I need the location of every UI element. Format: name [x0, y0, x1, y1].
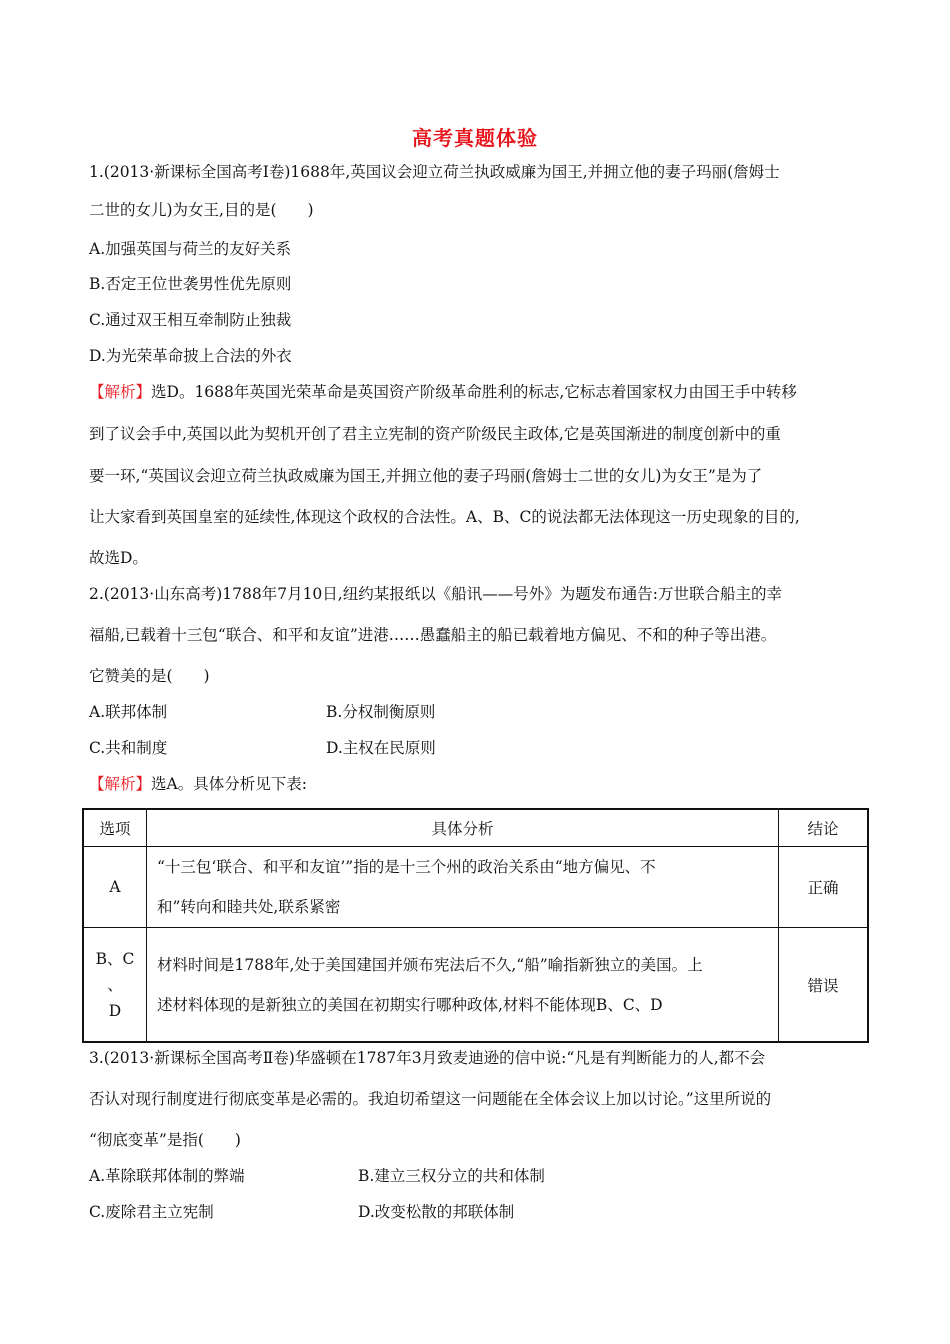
analysis-tag: 【解析】	[89, 775, 152, 793]
q3-stem-line-3: “彻底变革”是指( )	[89, 1131, 241, 1149]
q1-option-a: A.加强英国与荷兰的友好关系	[89, 240, 292, 258]
q1-analysis-line-2: 到了议会手中,英国以此为契机开创了君主立宪制的资产阶级民主政体,它是英国渐进的制度创新中的重	[89, 425, 781, 443]
table-row	[83, 928, 868, 1043]
table-cell-text: B、C	[95, 949, 135, 968]
q1-analysis-text: 选D。1688年英国光荣革命是英国资产阶级革命胜利的标志,它标志着国家权力由国王手中转移	[151, 383, 797, 401]
q1-analysis-line-1	[89, 382, 797, 402]
analysis-table	[82, 808, 869, 1043]
table-cell-text: 述材料体现的是新独立的美国在初期实行哪种政体,材料不能体现B、C、D	[157, 995, 663, 1014]
table-cell-conclusion: 错误	[779, 928, 869, 1043]
q1-option-b: B.否定王位世袭男性优先原则	[89, 275, 292, 293]
q1-option-d: D.为光荣革命披上合法的外衣	[89, 347, 292, 365]
q2-option-d: D.主权在民原则	[326, 739, 436, 757]
q1-analysis-line-5: 故选D。	[89, 549, 148, 567]
q3-option-a: A.革除联邦体制的弊端	[89, 1167, 245, 1185]
q1-stem-line-1: 1.(2013·新课标全国高考Ⅰ卷)1688年,英国议会迎立荷兰执政威廉为国王,并拥立他的妻子玛丽(詹姆士	[89, 163, 780, 181]
q1-analysis-line-4: 让大家看到英国皇室的延续性,体现这个政权的合法性。A、B、C的说法都无法体现这一历史现象的目的,	[89, 508, 800, 526]
table-cell-text: 材料时间是1788年,处于美国建国并颁布宪法后不久,“船”喻指新独立的美国。上	[157, 955, 703, 974]
table-cell-analysis	[147, 847, 779, 928]
q3-option-d: D.改变松散的邦联体制	[358, 1203, 515, 1221]
table-cell-option: A	[83, 847, 147, 928]
q1-analysis-line-3: 要一环,“英国议会迎立荷兰执政威廉为国王,并拥立他的妻子玛丽(詹姆士二世的女儿)为女王”是为了	[89, 467, 763, 485]
q2-stem-line-2: 福船,已载着十三包“联合、和平和友谊”进港……愚蠢船主的船已载着地方偏见、不和的种子等出港。	[89, 626, 777, 644]
table-cell-conclusion: 正确	[779, 847, 869, 928]
table-cell-text: D	[108, 1001, 122, 1020]
table-cell-analysis	[147, 928, 779, 1043]
q2-analysis-line	[89, 774, 307, 794]
q3-stem-line-2: 否认对现行制度进行彻底变革是必需的。我迫切希望这一问题能在全体会议上加以讨论。”这里所说的	[89, 1090, 772, 1108]
q2-option-a: A.联邦体制	[89, 703, 168, 721]
table-cell-text: “十三包‘联合、和平和友谊’”指的是十三个州的政治关系由“地方偏见、不	[157, 858, 656, 876]
page-title: 高考真题体验	[412, 126, 538, 150]
table-cell-text: 和”转向和睦共处,联系紧密	[157, 898, 341, 916]
q2-stem-line-3: 它赞美的是( )	[89, 667, 210, 685]
q2-option-c: C.共和制度	[89, 739, 168, 757]
q1-stem-line-2: 二世的女儿)为女王,目的是( )	[89, 201, 314, 219]
table-header-cell: 具体分析	[147, 809, 779, 847]
table-header-cell: 结论	[779, 809, 869, 847]
table-header-row	[83, 809, 868, 847]
table-cell-option	[83, 928, 147, 1043]
q2-analysis-text: 选A。具体分析见下表:	[151, 775, 307, 793]
q3-stem-line-1: 3.(2013·新课标全国高考Ⅱ卷)华盛顿在1787年3月致麦迪逊的信中说:“凡是有判断能力的人,都不会	[89, 1049, 766, 1067]
table-row	[83, 847, 868, 928]
table-cell-text: 、	[107, 975, 123, 994]
q1-option-c: C.通过双王相互牵制防止独裁	[89, 311, 292, 329]
q2-stem-line-1: 2.(2013·山东高考)1788年7月10日,纽约某报纸以《船讯——号外》为题发布通告:万世联合船主的幸	[89, 585, 782, 603]
q2-option-b: B.分权制衡原则	[326, 703, 436, 721]
analysis-tag: 【解析】	[89, 383, 152, 401]
q3-option-c: C.废除君主立宪制	[89, 1203, 214, 1221]
table-header-cell: 选项	[83, 809, 147, 847]
q3-option-b: B.建立三权分立的共和体制	[358, 1167, 545, 1185]
